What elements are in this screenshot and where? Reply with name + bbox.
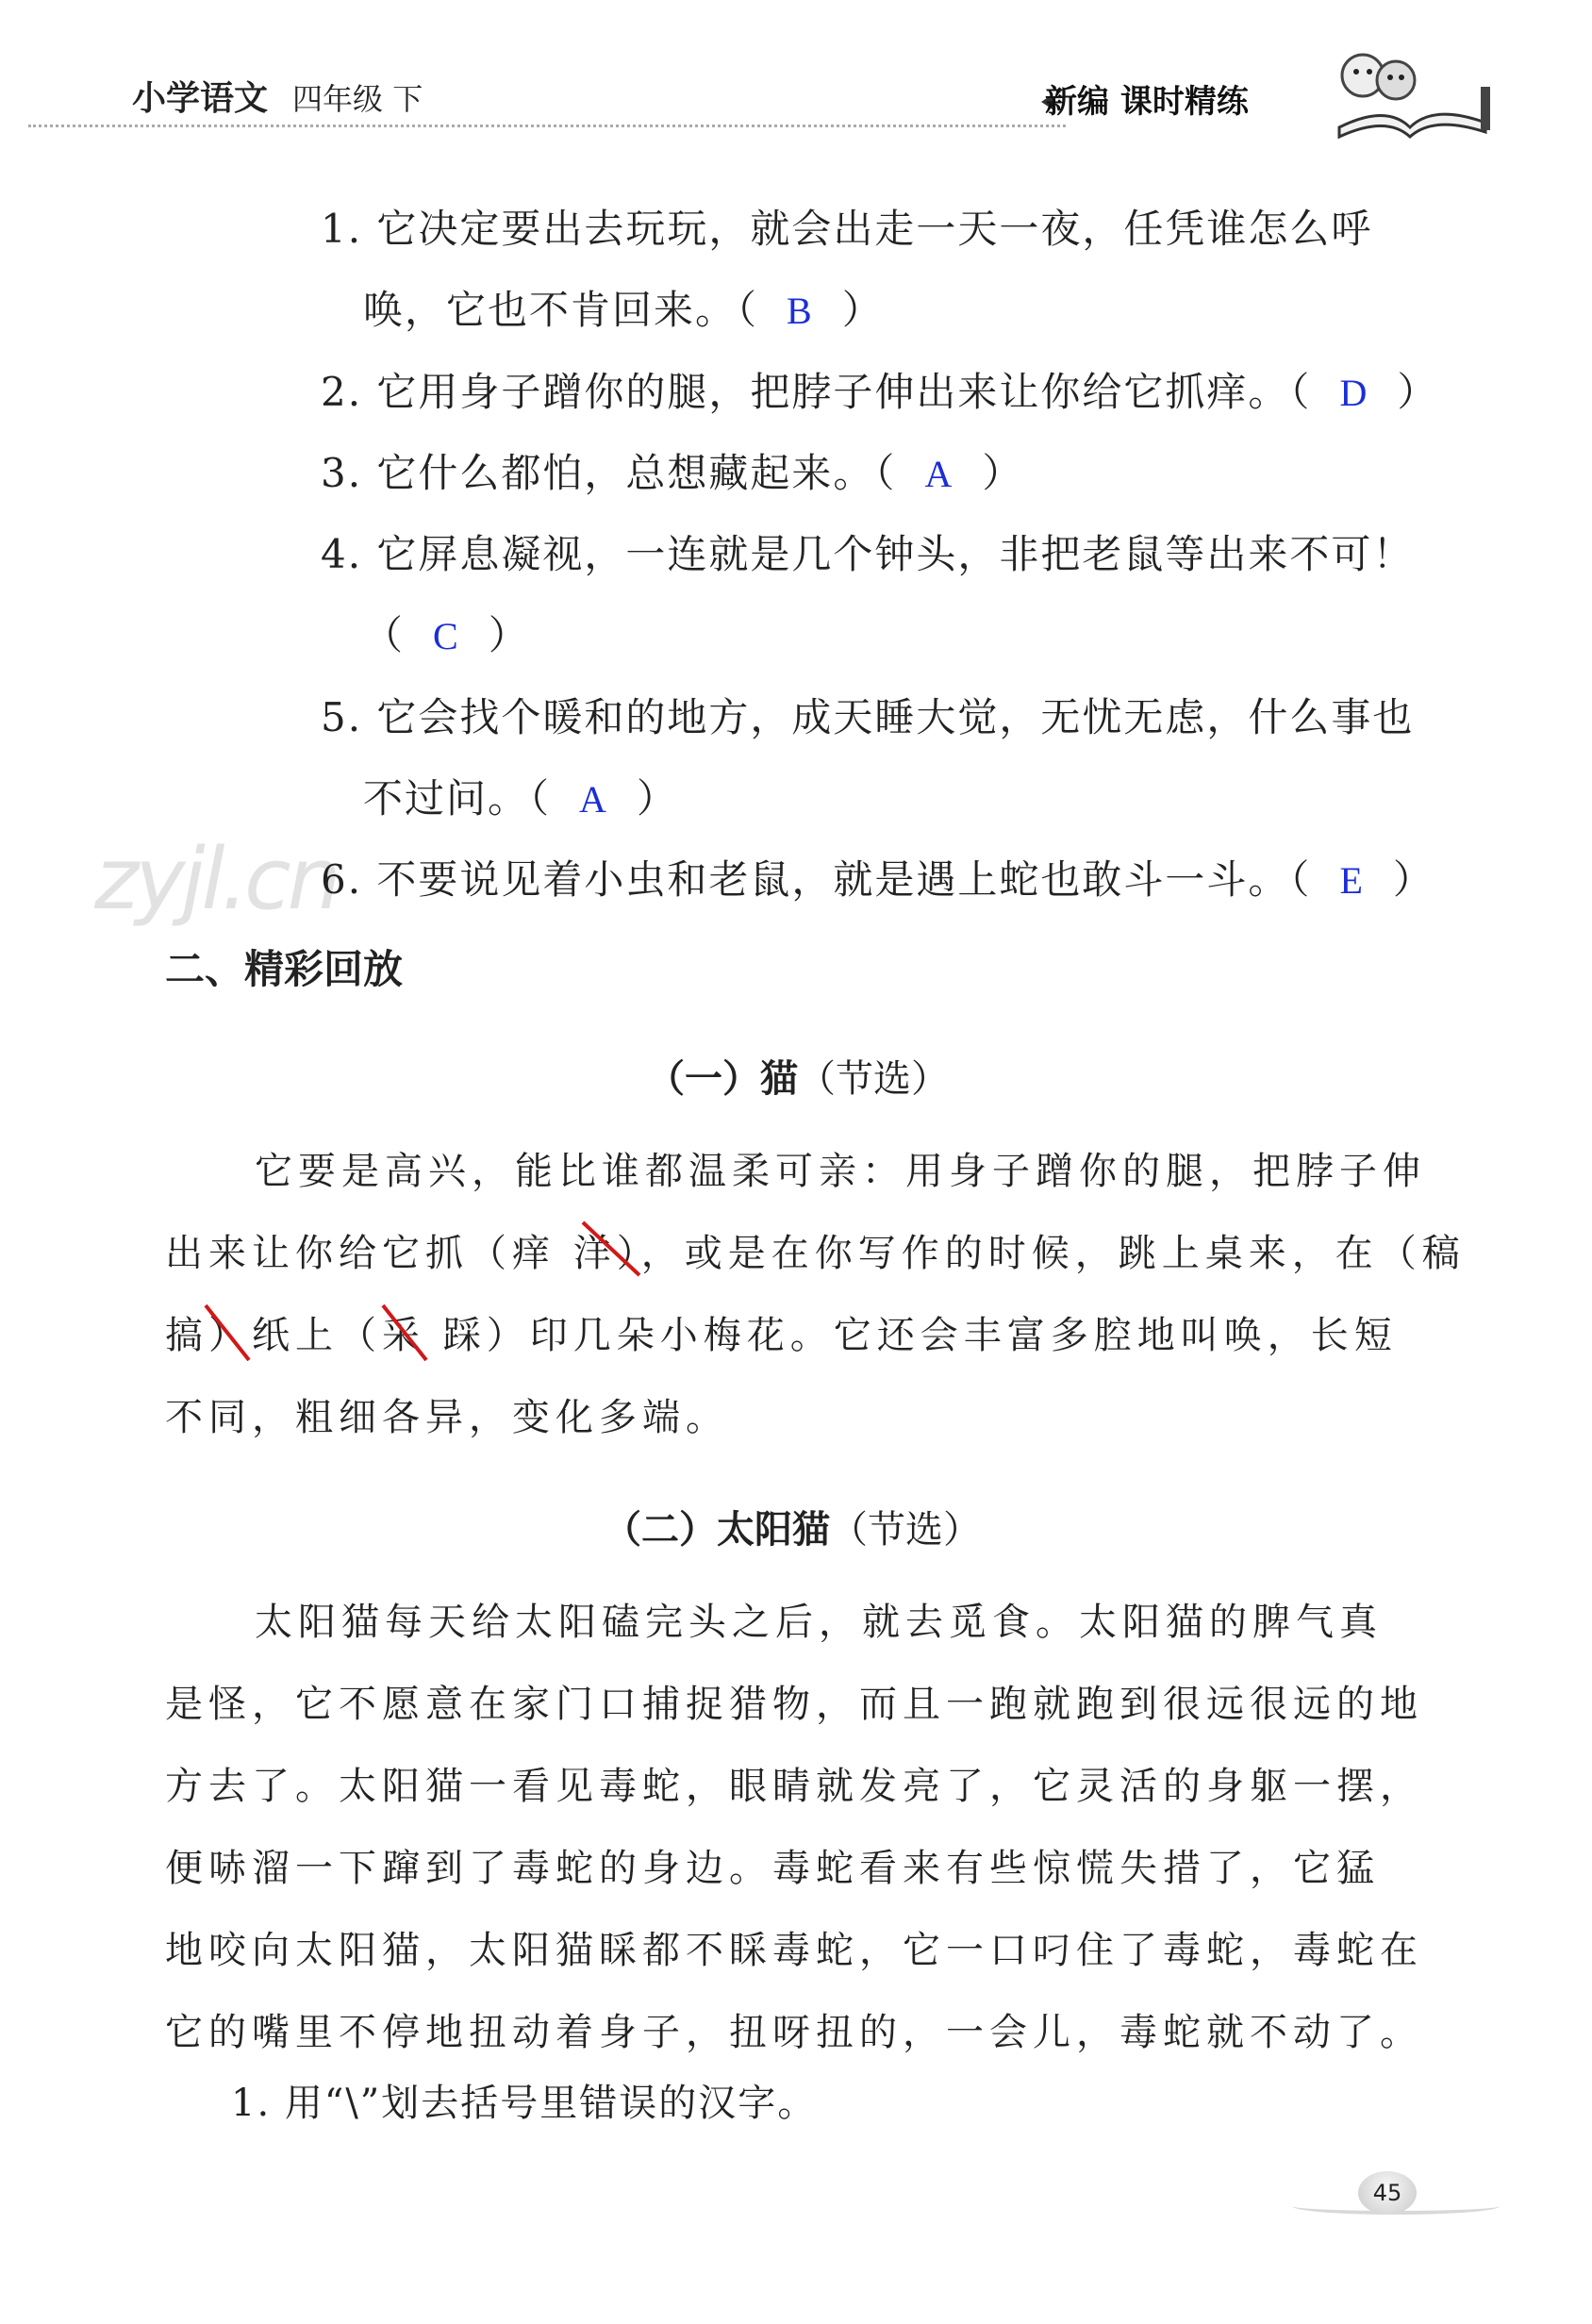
- subject-label: 小学语文: [132, 79, 269, 118]
- header-end-bar: [1481, 87, 1490, 130]
- exercise-instruction: 1. 用“\”划去括号里错误的汉字。: [231, 2082, 818, 2125]
- answer-2: D: [1339, 372, 1369, 414]
- watermark: zyjl.cn: [94, 830, 338, 929]
- question-2: 2. 它用身子蹭你的腿，把脖子伸出来让你给它抓痒。（ D ）: [321, 369, 1439, 415]
- passage1-line1: 它要是高兴，能比谁都温柔可亲：用身子蹭你的腿，把脖子伸: [255, 1150, 1426, 1193]
- passage2-line2: 是怪，它不愿意在家门口捕捉猎物，而且一跑就跑到很远很远的地: [165, 1683, 1423, 1726]
- header-dotted-rule: [28, 124, 1066, 127]
- passage2-line1: 太阳猫每天给太阳磕完头之后，就去觅食。太阳猫的脾气真: [255, 1601, 1383, 1644]
- header-subject: [132, 72, 423, 120]
- passage1-title: （一）猫（节选）: [647, 1057, 949, 1101]
- passage2-line6: 它的嘴里不停地扭动着身子，扭呀扭的，一会儿，毒蛇就不动了。: [165, 2011, 1423, 2054]
- answer-1: B: [787, 290, 814, 332]
- question-4-line2: （ C ）: [363, 612, 530, 658]
- question-1-line1: 1. 它决定要出去玩玩，就会出走一天一夜，任凭谁怎么呼: [321, 206, 1373, 252]
- answer-4: C: [433, 615, 460, 657]
- question-6: 6. 不要说见着小虫和老鼠，就是遇上蛇也敢斗一斗。（ E ）: [321, 856, 1434, 903]
- page-number: 45: [1358, 2171, 1417, 2215]
- strike-mark-yang: [566, 1217, 651, 1283]
- question-5-line1: 5. 它会找个暖和的地方，成天睡大觉，无忧无虑，什么事也: [321, 694, 1415, 740]
- passage2-line3: 方去了。太阳猫一看见毒蛇，眼睛就发亮了，它灵活的身躯一摆，: [165, 1765, 1423, 1808]
- answer-5: A: [579, 778, 608, 821]
- passage2-line4: 便哧溜一下蹿到了毒蛇的身边。毒蛇看来有些惊慌失措了，它猛: [165, 1847, 1380, 1890]
- strike-mark-gao: [198, 1300, 255, 1366]
- strike-mark-cai: [375, 1300, 432, 1366]
- passage1-line3: 搞）纸上（采 踩）印几朵小梅花。它还会丰富多腔地叫唤，长短: [165, 1314, 1398, 1357]
- answer-3: A: [924, 453, 954, 495]
- grade-label: 四年级 下: [292, 81, 423, 117]
- passage2-line5: 地咬向太阳猫，太阳猫睬都不睬毒蛇，它一口叼住了毒蛇，毒蛇在: [165, 1929, 1423, 1972]
- question-5-line2: 不过问。（ A ）: [363, 775, 678, 822]
- question-3: 3. 它什么都怕，总想藏起来。（ A ）: [321, 450, 1024, 496]
- passage1-line4: 不同，粗细各异，变化多端。: [165, 1396, 729, 1439]
- section-title: 二、精彩回放: [165, 946, 404, 992]
- passage1-line2: 出来让你给它抓（痒 洋），或是在你写作的时候，跳上桌来，在（稿: [165, 1232, 1466, 1275]
- open-book-icon: [1320, 38, 1490, 141]
- question-4-line1: 4. 它屏息凝视，一连就是几个钟头，非把老鼠等出来不可！: [321, 531, 1415, 577]
- question-1-line2: 唤，它也不肯回来。（ B ）: [363, 287, 884, 333]
- series-title: 新编 课时精练: [1045, 83, 1249, 121]
- answer-6: E: [1339, 859, 1365, 902]
- passage2-title: （二）太阳猫（节选）: [604, 1508, 981, 1552]
